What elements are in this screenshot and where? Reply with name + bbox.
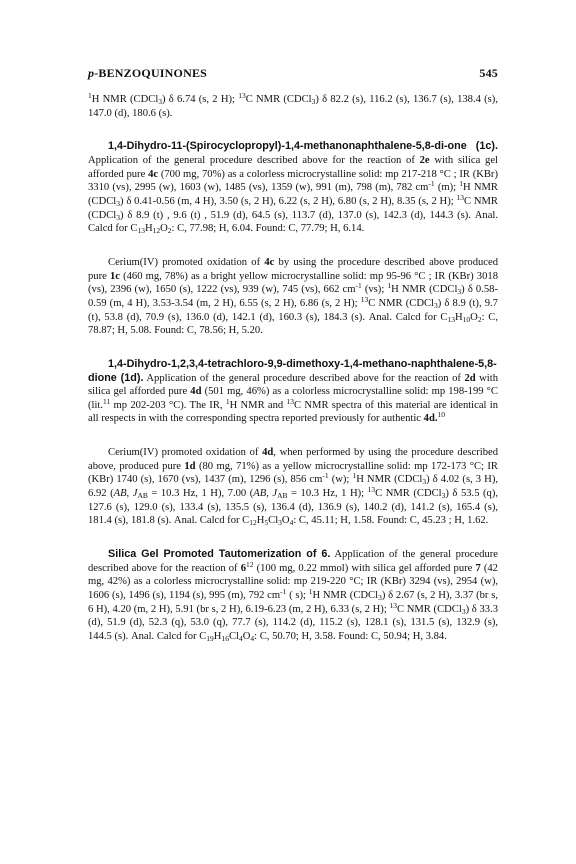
running-title: p-BENZOQUINONES bbox=[88, 66, 208, 80]
compound-heading-1c: 1,4-Dihydro-11-(Spirocyclopropyl)-1,4-methanonaphthalene-5,8-di-one (1c). bbox=[108, 140, 498, 153]
paragraph-compound-1d: 1,4-Dihydro-1,2,3,4-tetrachloro-9,9-dimethoxy-1,4-methano-naphthalene-5,8-dione (1d). Application of the general procedure described above for the reaction of 2d with silica gel afforded pure 4d (501 mg, 46%) as a colorless microcrystalline solid: mp 198-199 °C (lit.$^{11}$ mp 202-203 °C). The IR, $^1$H NMR and $^{13}$C NMR spectra of this material are identical in all respects in with the corresponding spectra reported previously for authentic 4d.$^{10}$ bbox=[88, 357, 498, 425]
paragraph-oxidation-4c: Cerium(IV) promoted oxidation of 4c by using the procedure described above produced pure 1c (460 mg, 78%) as a bright yellow microcrystalline solid: mp 95-96 °C ; IR (KBr) 3018 (vs), 2396 (w), 1650 (s), 1222 (vs), 939 (w), 745 (vs), 662 $cm^{-1}$ (vs); $^1$H NMR (CDCl$_3$) δ 0.58-0.59 (m, 4 H), 3.53-3.54 (m, 2 H), 6.55 (s, 2 H), 6.86 (s, 2 H); $^{13}$C NMR (CDCl$_3$) δ 8.9 (t), 9.7 (t), 53.8 (d), 70.9 (s), 136.0 (d), 142.1 (d), 160.3 (s), 184.3 (s). Anal. Calcd for $C_{13}H_{10}O_2$: C, 78.87; H, 5.08. Found: C, 78.56; H, 5.20. bbox=[88, 256, 499, 337]
paragraph-nmr-data: $^1$H NMR (CDCl$_3$) δ 6.74 (s, 2 H); $^{13}$C NMR (CDCl$_3$) δ 82.2 (s), 116.2 (s), 136.7 (s), 138.4 (s), 147.0 (d), 180.6 (s). bbox=[88, 91, 498, 119]
tautomerization-heading: Silica Gel Promoted Tautomerization of 6. bbox=[108, 548, 331, 561]
article-body bbox=[88, 93, 498, 644]
running-header bbox=[88, 66, 498, 81]
paragraph-tautomerization: Silica Gel Promoted Tautomerization of 6. Application of the general procedure described above for the reaction of $6^{12}$ (100 mg, 0.22 mmol) with silica gel afforded pure 7 (42 mg, 42%) as a colorless microcrystalline solid: mp 219-220 °C; IR (KBr) 3294 (vs), 2954 (w), 1606 (s), 1496 (s), 1194 (s), 995 (m), 792 $cm^{-1}$ ( s); $^1$H NMR (CDCl$_3$) δ 2.67 (s, 2 H), 3.37 (br s, 6 H), 4.20 (m, 2 H), 5.91 (br s, 2 H), 6.19-6.23 (m, 2 H), 6.33 (s, 2 H); $^{13}$C NMR (CDCl$_3$) δ 33.3 (d), 51.9 (d), 52.3 (q), 53.0 (q), 77.7 (s), 114.2 (d), 115.2 (s), 128.1 (s), 131.5 (s), 132.9 (s), 144.5 (s). Anal. Calcd for $C_{19}H_{16}Cl_4O_4$: C, 50.70; H, 3.58. Found: C, 50.94; H, 3.84. bbox=[88, 548, 498, 643]
paragraph-oxidation-4d: Cerium(IV) promoted oxidation of 4d, when performed by using the procedure described above, produced pure 1d (80 mg, 71%) as a yellow microcrystalline solid: mp 172-173 °C; IR (KBr) 1740 (s), 1670 (vs), 1437 (m), 1296 (s), 856 $cm^{-1}$ (w); $^1$H NMR (CDCl$_3$) δ 4.02 (s, 3 H), 6.92 (AB, $J_{AB} = 10.3$ Hz, 1 H), 7.00 (AB, $J_{AB} = 10.3$ Hz, 1 H); $^{13}$C NMR (CDCl$_3$) δ 53.5 (q), 127.6 (s), 129.0 (s), 133.4 (s), 135.5 (s), 136.4 (d), 136.9 (s), 140.2 (d), 141.2 (s), 165.4 (s), 181.4 (s), 181.8 (s). Anal. Calcd for $C_{12}H_5Cl_3O_4$: C, 45.11; H, 1.58. Found: C, 45.23 ; H, 1.62. bbox=[88, 447, 499, 528]
paragraph-compound-1c: 1,4-Dihydro-11-(Spirocyclopropyl)-1,4-methanonaphthalene-5,8-di-one (1c). Application of the general procedure described above for the reaction of 2e with silica gel afforded pure 4c (700 mg, 70%) as a colorless microcrystalline solid: mp 217-218 °C ; IR (KBr) 3310 (vs), 2995 (w), 1603 (w), 1485 (vs), 1359 (w), 991 (m), 798 (m), 782 $cm^{-1}$ (m); $^1$H NMR (CDCl$_3$) δ 0.41-0.56 (m, 4 H), 3.50 (s, 2 H), 6.22 (s, 2 H), 6.80 (s, 2 H), 8.35 (s, 2 H); $^{13}$C NMR (CDCl$_3$) δ 8.9 (t) , 9.6 (t) , 51.9 (d), 64.5 (s), 113.7 (d), 137.0 (s), 142.3 (d), 144.3 (s). Anal. Calcd for $C_{13}H_{12}O_2$: C, 77.98; H, 6.04. Found: C, 77.79; H, 6.14. bbox=[88, 140, 498, 236]
page-number: 545 bbox=[479, 66, 498, 80]
download-watermark bbox=[5, 195, 19, 675]
compound-heading-1d: 1,4-Dihydro-1,2,3,4-tetrachloro-9,9-dimethoxy-1,4-methano-naphthalene-5,8-dione (1d). bbox=[88, 357, 497, 384]
